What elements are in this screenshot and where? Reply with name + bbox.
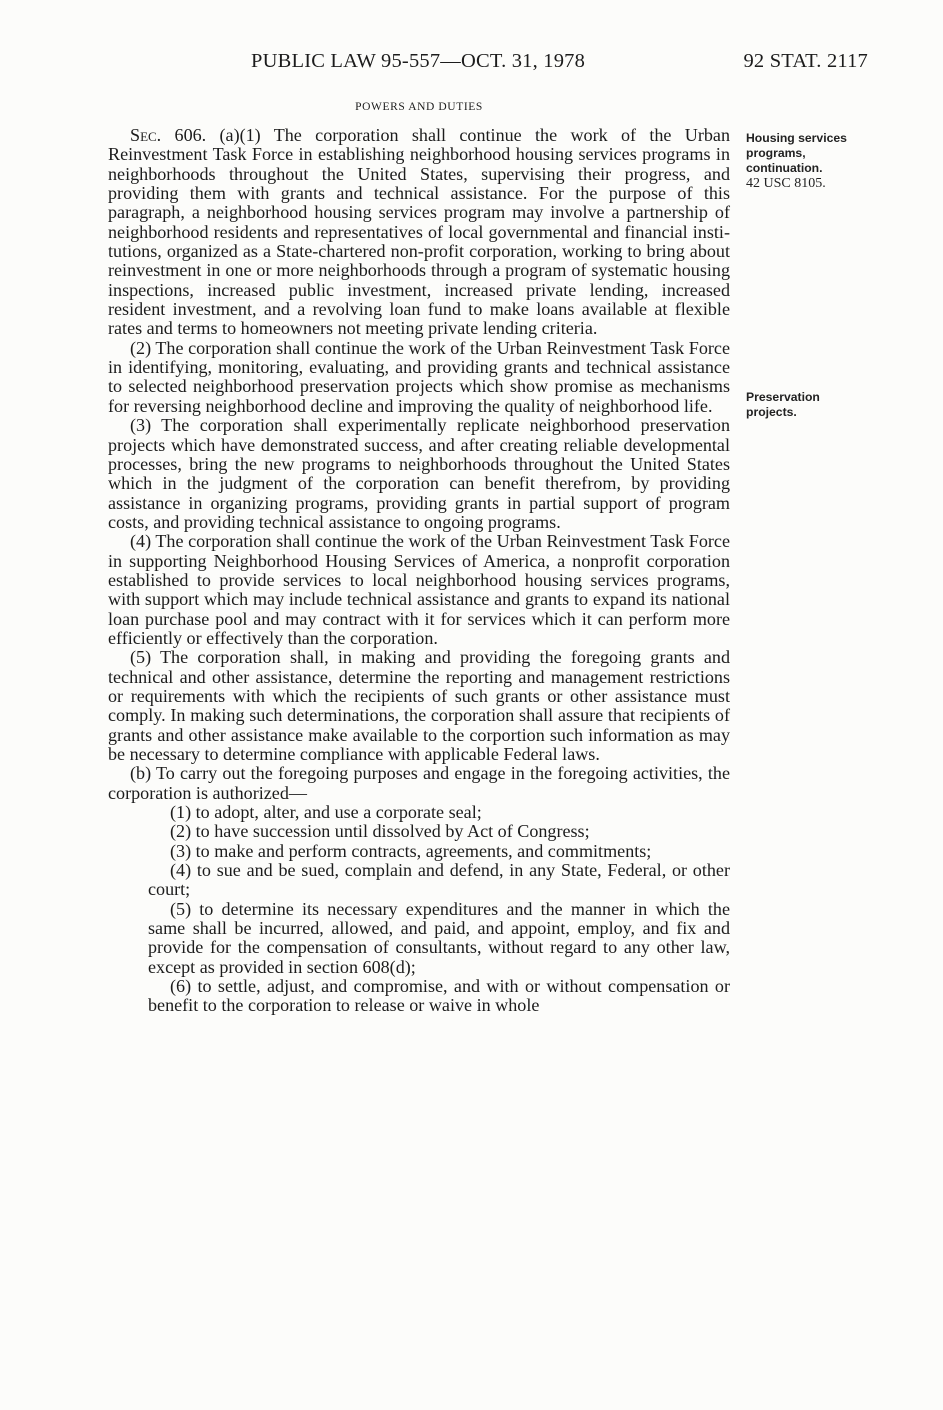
list-item-b5: (5) to determine its necessary expenditures and the manner in which the same shall be incurred, allowed, and paid, and appoint, employ, and fix and provide for the compensation of consultants, without regard to any other law, except as provided in section 608(d); <box>148 898 730 977</box>
paragraph-a1 <box>108 126 730 339</box>
list-item-b6: (6) to settle, adjust, and compromise, and with or without compensation or benefit to the corporation to release or waive in whole <box>148 976 730 1016</box>
paragraph-a4: (4) The corporation shall continue the work of the Urban Reinvestment Task Force in supporting Neighborhood Housing Services of America, a nonprofit corporation established to provide services to local neighborhood housing services programs, with support which may include technical assistance and grants to expand its national loan purchase pool and may contract with it for services which it can perform more efficiently or effectively than the corporation. <box>108 531 730 648</box>
header-title: PUBLIC LAW 95-557—OCT. 31, 1978 <box>251 50 586 72</box>
margin-note-line: projects. <box>746 405 797 419</box>
margin-note-housing-services <box>746 131 886 191</box>
usc-citation: 42 USC 8105. <box>746 176 826 191</box>
paragraph-a2: (2) The corporation shall continue the work of the Urban Reinvestment Task Force in identifying, monitoring, evaluating, and providing grants and technical assistance to selected neighborhood preservation projects which show promise as mechanisms for reversing neighborhood decline and improving the quality of neighborhood life. <box>108 337 730 416</box>
body-text <box>108 126 730 1016</box>
list-item-b4: (4) to sue and be sued, complain and defend, in any State, Federal, or other court; <box>148 860 730 900</box>
margin-note-line: Housing services <box>746 131 847 145</box>
list-item-b2: (2) to have succession until dissolved by Act of Congress; <box>170 821 590 842</box>
paragraph-a3: (3) The corporation shall experimentally replicate neighborhood preservation projects which have demonstrated success, and after creating reliable developmental processes, bring the new programs to neighborhoods throughout the United States which in the judgment of the corporation can benefit therefrom, by providing assistance in organizing programs, providing grants in partial support of program costs, and providing technical assistance to ongoing programs. <box>108 415 730 532</box>
list-item-b3: (3) to make and perform contracts, agreements, and commitments; <box>170 840 652 861</box>
margin-note-line: continuation. <box>746 161 823 175</box>
section-heading: POWERS AND DUTIES <box>355 101 483 113</box>
margin-note-preservation <box>746 390 886 420</box>
paragraph-a1-text: (a)(1) The corporation shall continue the work of the Urban Reinvestment Task Force in establishing neighborhood housing services programs in neighborhoods throughout the United States, supervising their progress, and providing them with grants and technical assistance. For the purpose of this paragraph, a neighborhood housing services program may involve a partnership of neighborhood residents and representatives of local governmental and financial institutions, organized as a State-chartered non-profit corporation, working to bring about reinvestment in one or more neighborhoods through a program of systematic housing inspections, increased public investment, increased private lending, increased resident investment, and a revolving loan fund to make loans available at flexible rates and terms to homeowners not meeting private lending criteria. <box>108 125 731 339</box>
margin-note-line: programs, <box>746 146 806 160</box>
section-number: Sec. 606. <box>130 125 207 145</box>
running-head <box>108 50 868 78</box>
paragraph-a5: (5) The corporation shall, in making and providing the foregoing grants and technical and other assistance, determine the reporting and management restrictions or requirements with which the recipients of such grants or other assistance must comply. In making such determinations, the corporation shall assure that recipients of grants and other assistance make available to the corportion such information as may be necessary to determine compliance with applicable Federal laws. <box>108 647 730 764</box>
margin-note-line: Preservation <box>746 390 820 404</box>
statute-citation: 92 STAT. 2117 <box>743 50 868 72</box>
paragraph-b: (b) To carry out the foregoing purposes and engage in the foregoing activities, the corporation is authorized— <box>108 763 730 803</box>
list-item-b1: (1) to adopt, alter, and use a corporate seal; <box>170 802 482 823</box>
